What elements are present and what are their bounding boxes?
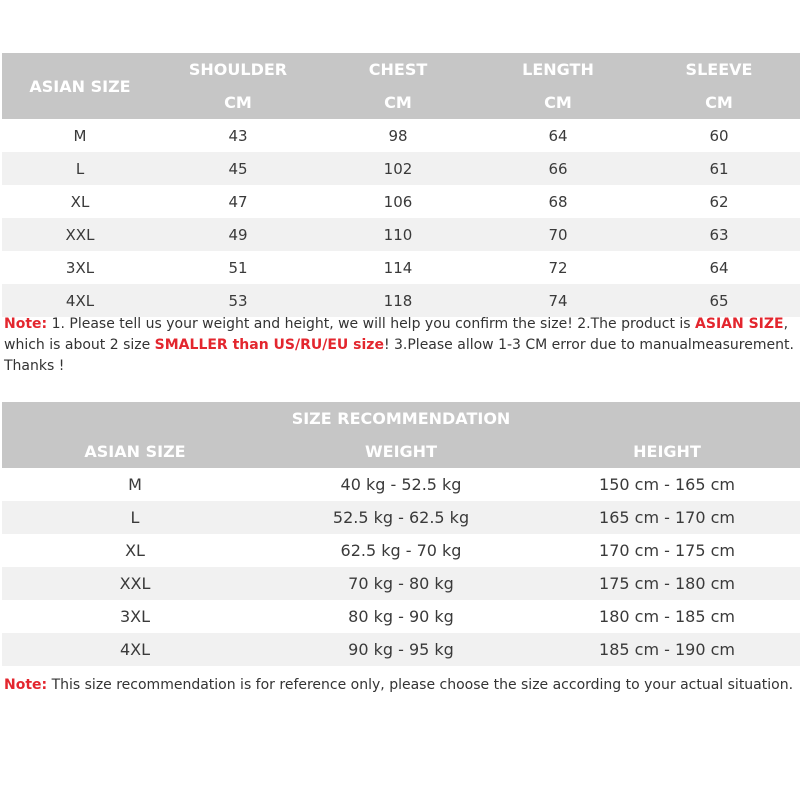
size-column-header: ASIAN SIZE <box>29 76 131 96</box>
weight-cell: 62.5 kg - 70 kg <box>340 541 462 560</box>
table-row <box>2 119 800 152</box>
chest-cell: 114 <box>383 258 413 277</box>
chest-cell: 106 <box>383 192 413 211</box>
chest-column-header: CHEST <box>368 60 428 79</box>
note-text: This size recommendation is for reference only, please choose the size according to your actual situation. <box>47 677 794 693</box>
height-cell: 150 cm - 165 cm <box>599 475 735 494</box>
sleeve-column-header: SLEEVE <box>685 60 753 79</box>
weight-cell: 80 kg - 90 kg <box>348 607 454 626</box>
length-cell: 70 <box>548 225 568 244</box>
length-cell: 72 <box>548 258 568 277</box>
size-cell: XXL <box>65 225 95 244</box>
size-recommendation-table <box>2 402 800 666</box>
shoulder-cell: 45 <box>228 159 248 178</box>
size-cell: 4XL <box>119 640 151 659</box>
weight-cell: 70 kg - 80 kg <box>348 574 454 593</box>
note-text: ! 3.Please allow 1-3 CM error due to manualmeasurement. Thanks ! <box>4 337 794 374</box>
note-label: Note: <box>4 316 48 332</box>
chest-unit: CM <box>384 93 412 112</box>
table-row <box>2 284 800 317</box>
height-cell: 180 cm - 185 cm <box>599 607 735 626</box>
sleeve-cell: 64 <box>709 258 729 277</box>
chest-cell: 110 <box>383 225 413 244</box>
weight-column-header: WEIGHT <box>365 442 437 461</box>
sleeve-cell: 60 <box>709 126 729 145</box>
size-cell: XL <box>125 541 145 560</box>
size-cell: M <box>73 126 87 145</box>
shoulder-cell: 49 <box>228 225 248 244</box>
note-highlight-asian-size: ASIAN SIZE <box>695 316 784 332</box>
height-column-header: HEIGHT <box>633 442 701 461</box>
size-chart-note <box>4 314 796 377</box>
table-row <box>2 633 800 666</box>
chest-cell: 102 <box>383 159 413 178</box>
table-row <box>2 600 800 633</box>
recommendation-title-row <box>2 402 800 435</box>
shoulder-cell: 43 <box>228 126 248 145</box>
table-row <box>2 501 800 534</box>
shoulder-unit: CM <box>224 93 252 112</box>
weight-cell: 40 kg - 52.5 kg <box>340 475 462 494</box>
height-cell: 165 cm - 170 cm <box>599 508 735 527</box>
length-column-header: LENGTH <box>522 60 594 79</box>
table-row <box>2 468 800 501</box>
length-cell: 66 <box>548 159 568 178</box>
shoulder-cell: 47 <box>228 192 248 211</box>
length-cell: 74 <box>548 291 568 310</box>
weight-cell: 90 kg - 95 kg <box>348 640 454 659</box>
size-cell: 3XL <box>65 258 95 277</box>
note-label: Note: <box>4 677 48 693</box>
shoulder-cell: 51 <box>228 258 248 277</box>
size-cell: M <box>128 475 142 494</box>
table-row <box>2 218 800 251</box>
sleeve-unit: CM <box>705 93 733 112</box>
table-row <box>2 152 800 185</box>
size-chart-table <box>2 53 800 317</box>
size-cell: XXL <box>119 574 151 593</box>
length-unit: CM <box>544 93 572 112</box>
weight-cell: 52.5 kg - 62.5 kg <box>332 508 470 527</box>
chest-cell: 98 <box>388 126 408 145</box>
recommendation-note <box>4 675 796 696</box>
height-cell: 175 cm - 180 cm <box>599 574 735 593</box>
sleeve-cell: 65 <box>709 291 729 310</box>
note-highlight-smaller-size: SMALLER than US/RU/EU size <box>154 337 384 353</box>
table-row <box>2 185 800 218</box>
size-chart-header-row <box>2 53 800 86</box>
length-cell: 68 <box>548 192 568 211</box>
chest-cell: 118 <box>383 291 413 310</box>
shoulder-column-header: SHOULDER <box>188 60 288 79</box>
size-cell: XL <box>70 192 90 211</box>
sleeve-cell: 61 <box>709 159 729 178</box>
sleeve-cell: 62 <box>709 192 729 211</box>
shoulder-cell: 53 <box>228 291 248 310</box>
note-text: 1. Please tell us your weight and height, we will help you confirm the size! 2.The product is <box>47 316 696 332</box>
table-row <box>2 567 800 600</box>
table-row <box>2 251 800 284</box>
height-cell: 170 cm - 175 cm <box>599 541 735 560</box>
length-cell: 64 <box>548 126 568 145</box>
size-cell: L <box>75 159 85 178</box>
sleeve-cell: 63 <box>709 225 729 244</box>
size-cell: L <box>130 508 140 527</box>
recommendation-header-row <box>2 435 800 468</box>
size-cell: 4XL <box>65 291 95 310</box>
note-text: , which is about 2 size <box>4 316 789 353</box>
table-row <box>2 534 800 567</box>
recommendation-title: SIZE RECOMMENDATION <box>291 409 511 428</box>
asian-size-column-header: ASIAN SIZE <box>84 442 186 461</box>
size-cell: 3XL <box>119 607 151 626</box>
height-cell: 185 cm - 190 cm <box>599 640 735 659</box>
